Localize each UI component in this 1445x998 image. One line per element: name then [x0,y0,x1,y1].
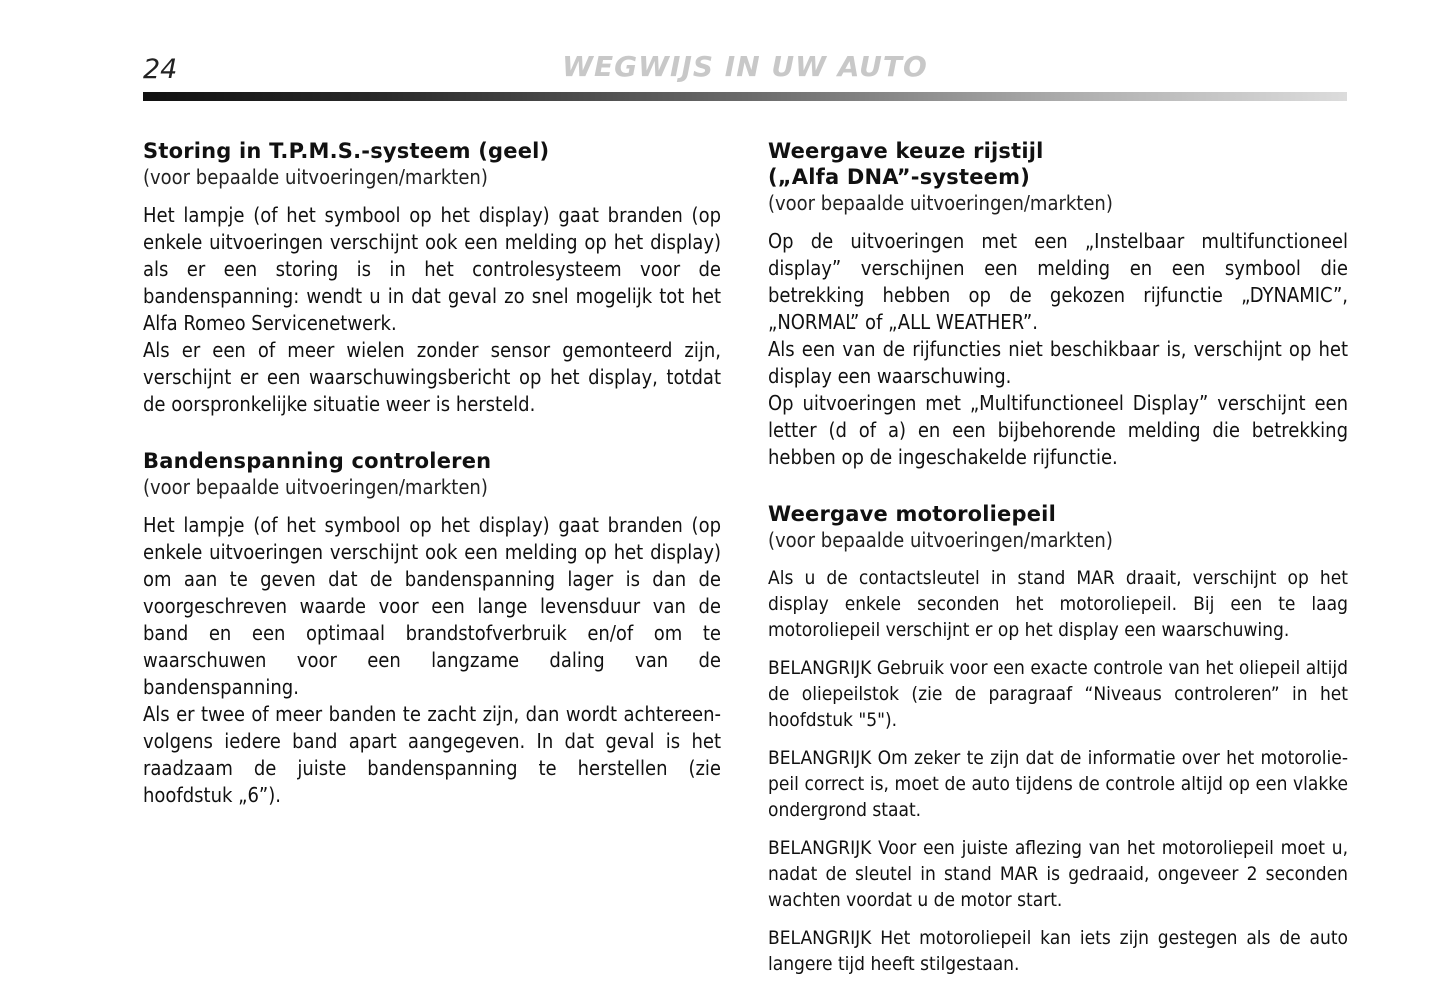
dna-paragraph-3: Op uitvoeringen met „Multifunctioneel Display” verschijnt een letter (d of a) en een bijbehorende melding die betrekking hebben op de ingeschakelde rijfunctie. [768,391,1348,469]
dna-paragraph-1: Op de uitvoeringen met een „Instelbaar multifunctioneel display” verschijnen een melding en een symbool die betrekking hebben op de gekozen rijfunctie „DYNAMIC”, „NORMAL” of „ALL WEATHER”. [768,229,1348,334]
section-title: WEGWIJS IN UW AUTO [562,50,928,83]
page-number: 24 [143,54,178,85]
oil-note-3: BELANGRIJK Voor een juiste aflezing van het motoroliepeil moet u, nadat de sleutel in stand MAR is gedraaid, ongeveer 2 seconden wachten voordat u de motor start. [768,837,1348,911]
oil-heading: Weergave motoroliepeil [768,502,1056,526]
tpms-heading: Storing in T.P.M.S.-systeem (geel) [143,139,550,163]
left-column [143,138,721,809]
pressure-heading: Bandenspanning controleren [143,449,492,473]
pressure-paragraph-1: Het lampje (of het symbool op het display) gaat branden (op enkele uitvoeringen verschijnt ook een melding op het display) om aan te geven dat de bandenspanning lager is dan de voorgeschreven waarde voor een lange levensduur van de band en een optimaal brandstofverbruik en/of om te waarschuwen voor een langzame daling van de bandenspanning. [143,513,721,699]
oil-note-1: BELANGRIJK Gebruik voor een exacte controle van het oliepeil altijd de oliepeilstok (zie de paragraaf “Niveaus controleren” in het hoofdstuk "5"). [768,657,1348,731]
dna-paragraph-2: Als een van de rijfuncties niet beschikbaar is, verschijnt op het display een waarschuwing. [768,337,1348,388]
oil-note-2: BELANGRIJK Om zeker te zijn dat de informatie over het motoroliepeil correct is, moet de auto tijdens de controle altijd op een vlakke ondergrond staat. [768,747,1348,821]
oil-note-4: BELANGRIJK Het motoroliepeil kan iets zijn gestegen als de auto langere tijd heeft stilgestaan. [768,927,1348,975]
oil-subtitle: (voor bepaalde uitvoeringen/markten) [768,528,1113,552]
oil-paragraph-1: Als u de contactsleutel in stand MAR draait, verschijnt op het display enkele seconden het motoroliepeil. Bij een te laag motoroliepeil verschijnt er op het display een waarschuwing. [768,567,1348,641]
tpms-paragraph-2: Als er een of meer wielen zonder sensor gemonteerd zijn, verschijnt er een waarschuwingsbericht op het display, totdat de oorspronkelijke situatie weer is hersteld. [143,338,721,416]
dna-heading-line-1: Weergave keuze rijstijl [768,139,1044,163]
pressure-paragraph-2: Als er twee of meer banden te zacht zijn, dan wordt achtereenvolgens iedere band apart aangegeven. In dat geval is het raadzaam de juiste bandenspanning te herstellen (zie hoofdstuk „6”). [143,702,721,807]
tpms-paragraph-1: Het lampje (of het symbool op het display) gaat branden (op enkele uitvoeringen verschijnt ook een melding op het display) als er een storing is in het controlesysteem voor de bandenspanning: wendt u in dat geval zo snel mogelijk tot het Alfa Romeo Servicenetwerk. [143,203,721,335]
dna-heading-line-2: („Alfa DNA”-systeem) [768,165,1031,189]
tpms-subtitle: (voor bepaalde uitvoeringen/markten) [143,165,488,189]
right-column [768,138,1348,977]
pressure-subtitle: (voor bepaalde uitvoeringen/markten) [143,475,488,499]
dna-subtitle: (voor bepaalde uitvoeringen/markten) [768,191,1113,215]
header-bar [143,92,1347,101]
